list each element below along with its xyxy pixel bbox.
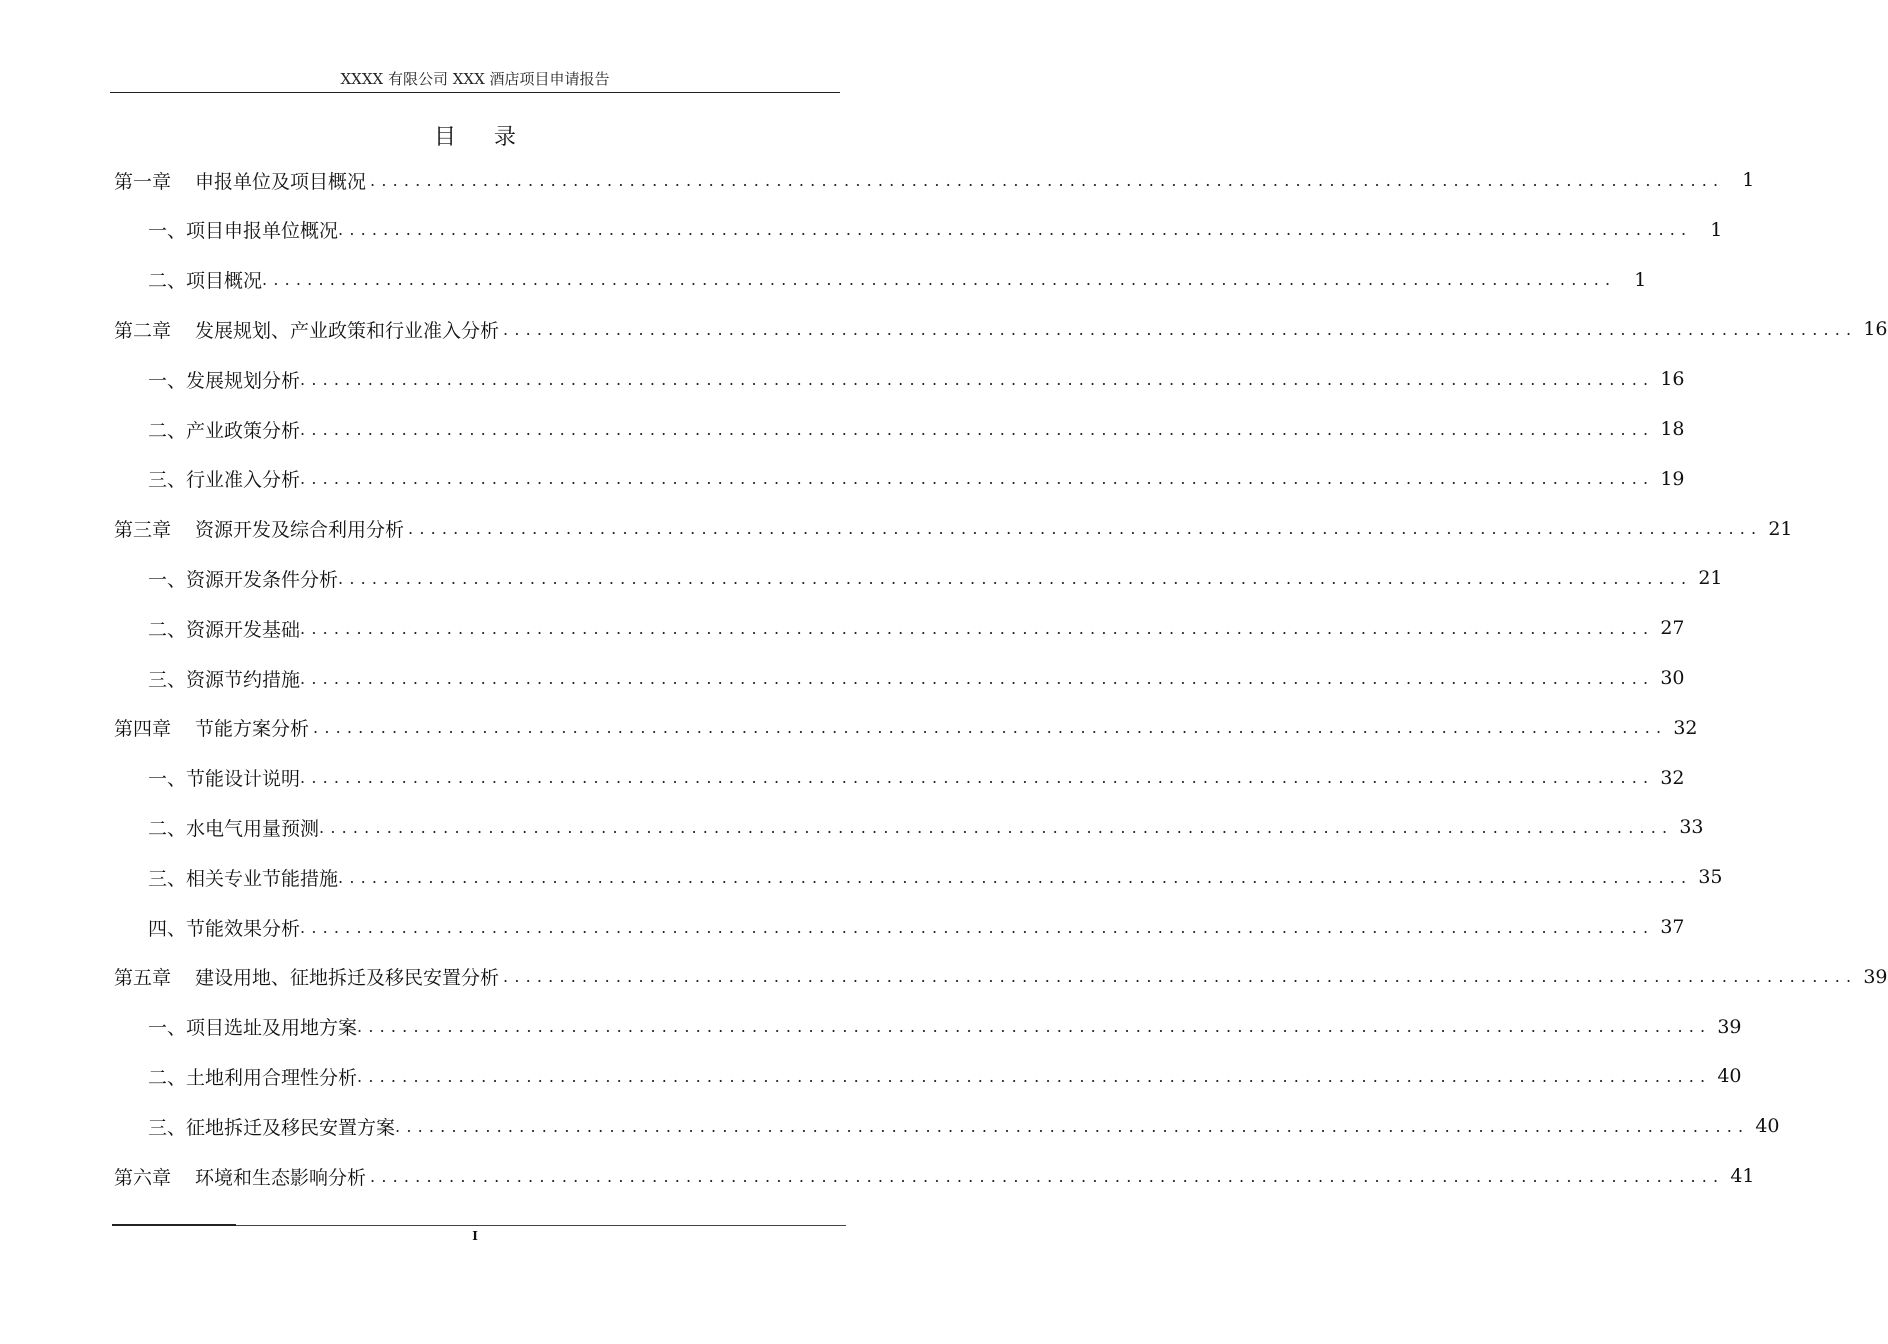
toc-entry-label: 土地利用合理性分析 <box>186 1066 358 1089</box>
toc-entry-number: 二、 <box>148 618 187 641</box>
toc-leader-dots: ........................................................................................................................ <box>262 270 1617 290</box>
toc-leader-dots: ........................................................................................................................ <box>300 768 1655 788</box>
toc-entry-number: 第二章 <box>114 319 172 342</box>
toc-entry-page: 33 <box>1679 816 1704 839</box>
toc-section-entry[interactable] <box>148 553 1723 603</box>
toc-section-entry[interactable] <box>148 753 1685 803</box>
toc-chapter-entry[interactable] <box>114 155 1755 205</box>
toc-section-entry[interactable] <box>148 902 1685 952</box>
toc-section-entry[interactable] <box>148 354 1685 404</box>
toc-section-entry[interactable] <box>148 1101 1780 1151</box>
toc-entry-page: 30 <box>1660 667 1685 689</box>
toc-entry-label: 行业准入分析 <box>186 469 301 492</box>
toc-entry-page: 1 <box>1742 169 1755 191</box>
toc-leader-dots: ........................................................................................................................ <box>370 1166 1725 1186</box>
toc-entry-number: 一、 <box>148 369 187 392</box>
toc-entry-page: 32 <box>1673 716 1698 739</box>
toc-entry-number: 三、 <box>148 469 187 492</box>
toc-entry-page: 39 <box>1863 965 1888 988</box>
toc-leader-dots: ........................................................................................................................ <box>357 1017 1712 1037</box>
toc-leader-dots: ........................................................................................................................ <box>503 967 1858 987</box>
toc-leader-dots: ........................................................................................................................ <box>338 220 1693 240</box>
toc-entry-number: 第四章 <box>114 718 172 741</box>
toc-leader-dots: ........................................................................................................................ <box>300 469 1655 489</box>
toc-chapter-entry[interactable] <box>114 703 1698 753</box>
toc-entry-page: 18 <box>1660 418 1685 440</box>
toc-section-entry[interactable] <box>148 802 1704 852</box>
toc-entry-number: 二、 <box>148 1066 187 1089</box>
toc-entry-number: 二、 <box>148 270 187 293</box>
toc-section-entry[interactable] <box>148 852 1723 902</box>
toc-chapter-entry[interactable] <box>114 952 1888 1002</box>
toc-entry-page: 21 <box>1768 517 1793 540</box>
toc-entry-number: 三、 <box>148 668 187 691</box>
toc-leader-dots: ........................................................................................................................ <box>395 1116 1750 1136</box>
toc-entry-label: 产业政策分析 <box>186 419 301 442</box>
toc-entry-page: 37 <box>1660 916 1685 938</box>
footer-divider-accent <box>112 1224 236 1226</box>
toc-leader-dots: ........................................................................................................................ <box>338 568 1693 588</box>
toc-section-entry[interactable] <box>148 653 1685 703</box>
toc-entry-page: 35 <box>1698 866 1723 889</box>
toc-title: 目录 <box>433 125 554 150</box>
toc-leader-dots: ........................................................................................................................ <box>300 618 1655 638</box>
toc-entry-page: 21 <box>1698 567 1723 590</box>
toc-chapter-entry[interactable] <box>114 504 1793 554</box>
toc-leader-dots: ........................................................................................................................ <box>313 718 1668 738</box>
toc-leader-dots: ........................................................................................................................ <box>300 668 1655 688</box>
toc-section-entry[interactable] <box>148 603 1685 653</box>
toc-entry-label: 节能设计说明 <box>186 768 301 791</box>
toc-entry-label: 征地拆迁及移民安置方案 <box>186 1116 396 1139</box>
toc-entry-label: 节能方案分析 <box>195 718 310 741</box>
toc-entry-label: 建设用地、征地拆迁及移民安置分析 <box>195 967 500 990</box>
page-number: I <box>472 1229 478 1243</box>
toc-chapter-entry[interactable] <box>114 304 1888 354</box>
toc-entry-label: 水电气用量预测 <box>186 817 320 840</box>
toc-section-entry[interactable] <box>148 404 1685 454</box>
toc-entry-label: 相关专业节能措施 <box>186 867 339 890</box>
toc-entry-page: 27 <box>1660 617 1685 640</box>
toc-entry-label: 资源节约措施 <box>186 668 301 691</box>
toc-section-entry[interactable] <box>148 1002 1742 1052</box>
toc-entry-label: 节能效果分析 <box>186 917 301 940</box>
toc-entry-label: 资源开发基础 <box>186 618 301 641</box>
toc-entry-label: 项目选址及用地方案 <box>186 1017 358 1040</box>
toc-entry-number: 第五章 <box>114 967 172 990</box>
toc-entry-number: 一、 <box>148 568 187 591</box>
toc-entry-label: 环境和生态影响分析 <box>195 1166 367 1189</box>
toc-entry-number: 第一章 <box>114 170 172 193</box>
toc-entry-number: 第三章 <box>114 519 172 542</box>
toc-section-entry[interactable] <box>148 255 1647 305</box>
toc-entry-number: 一、 <box>148 768 187 791</box>
toc-entry-number: 三、 <box>148 1116 187 1139</box>
toc-leader-dots: ........................................................................................................................ <box>408 519 1763 539</box>
toc-entry-page: 1 <box>1710 218 1723 241</box>
toc-entry-page: 16 <box>1863 318 1888 341</box>
toc-entry-page: 41 <box>1730 1165 1755 1187</box>
toc-leader-dots: ........................................................................................................................ <box>300 369 1655 389</box>
toc-entry-number: 一、 <box>148 1017 187 1040</box>
toc-entry-number: 一、 <box>148 220 187 243</box>
toc-leader-dots: ........................................................................................................................ <box>300 419 1655 439</box>
toc-entry-label: 申报单位及项目概况 <box>195 170 367 193</box>
toc-leader-dots: ........................................................................................................................ <box>503 319 1858 339</box>
toc-section-entry[interactable] <box>148 454 1685 504</box>
toc-entry-page: 1 <box>1634 268 1647 291</box>
toc-entry-number: 二、 <box>148 817 187 840</box>
toc-leader-dots: ........................................................................................................................ <box>300 917 1655 937</box>
toc-entry-page: 32 <box>1660 766 1685 789</box>
toc-entry-number: 四、 <box>148 917 187 940</box>
toc-entry-number: 第六章 <box>114 1166 172 1189</box>
toc-entry-number: 二、 <box>148 419 187 442</box>
toc-entry-number: 三、 <box>148 867 187 890</box>
toc-entry-page: 16 <box>1660 368 1685 391</box>
toc-entry-label: 资源开发及综合利用分析 <box>195 519 405 542</box>
toc-leader-dots: ........................................................................................................................ <box>319 817 1674 837</box>
header-divider <box>110 92 840 93</box>
toc-leader-dots: ........................................................................................................................ <box>357 1066 1712 1086</box>
toc-entry-label: 发展规划分析 <box>186 369 301 392</box>
toc-entry-label: 发展规划、产业政策和行业准入分析 <box>195 319 500 342</box>
toc-entry-page: 39 <box>1717 1015 1742 1038</box>
toc-entry-label: 项目概况 <box>186 270 263 293</box>
toc-entry-page: 40 <box>1717 1065 1742 1088</box>
toc-entry-page: 19 <box>1660 467 1685 490</box>
toc-leader-dots: ........................................................................................................................ <box>370 170 1725 190</box>
toc-chapter-entry[interactable] <box>114 1151 1755 1201</box>
toc-entry-label: 资源开发条件分析 <box>186 568 339 591</box>
toc-section-entry[interactable] <box>148 205 1723 255</box>
toc-leader-dots: ........................................................................................................................ <box>338 867 1693 887</box>
running-header: XXXX 有限公司 XXX 酒店项目申请报告 <box>340 70 610 88</box>
toc-entry-page: 40 <box>1755 1115 1780 1138</box>
toc-entry-label: 项目申报单位概况 <box>186 220 339 243</box>
toc-section-entry[interactable] <box>148 1051 1742 1101</box>
